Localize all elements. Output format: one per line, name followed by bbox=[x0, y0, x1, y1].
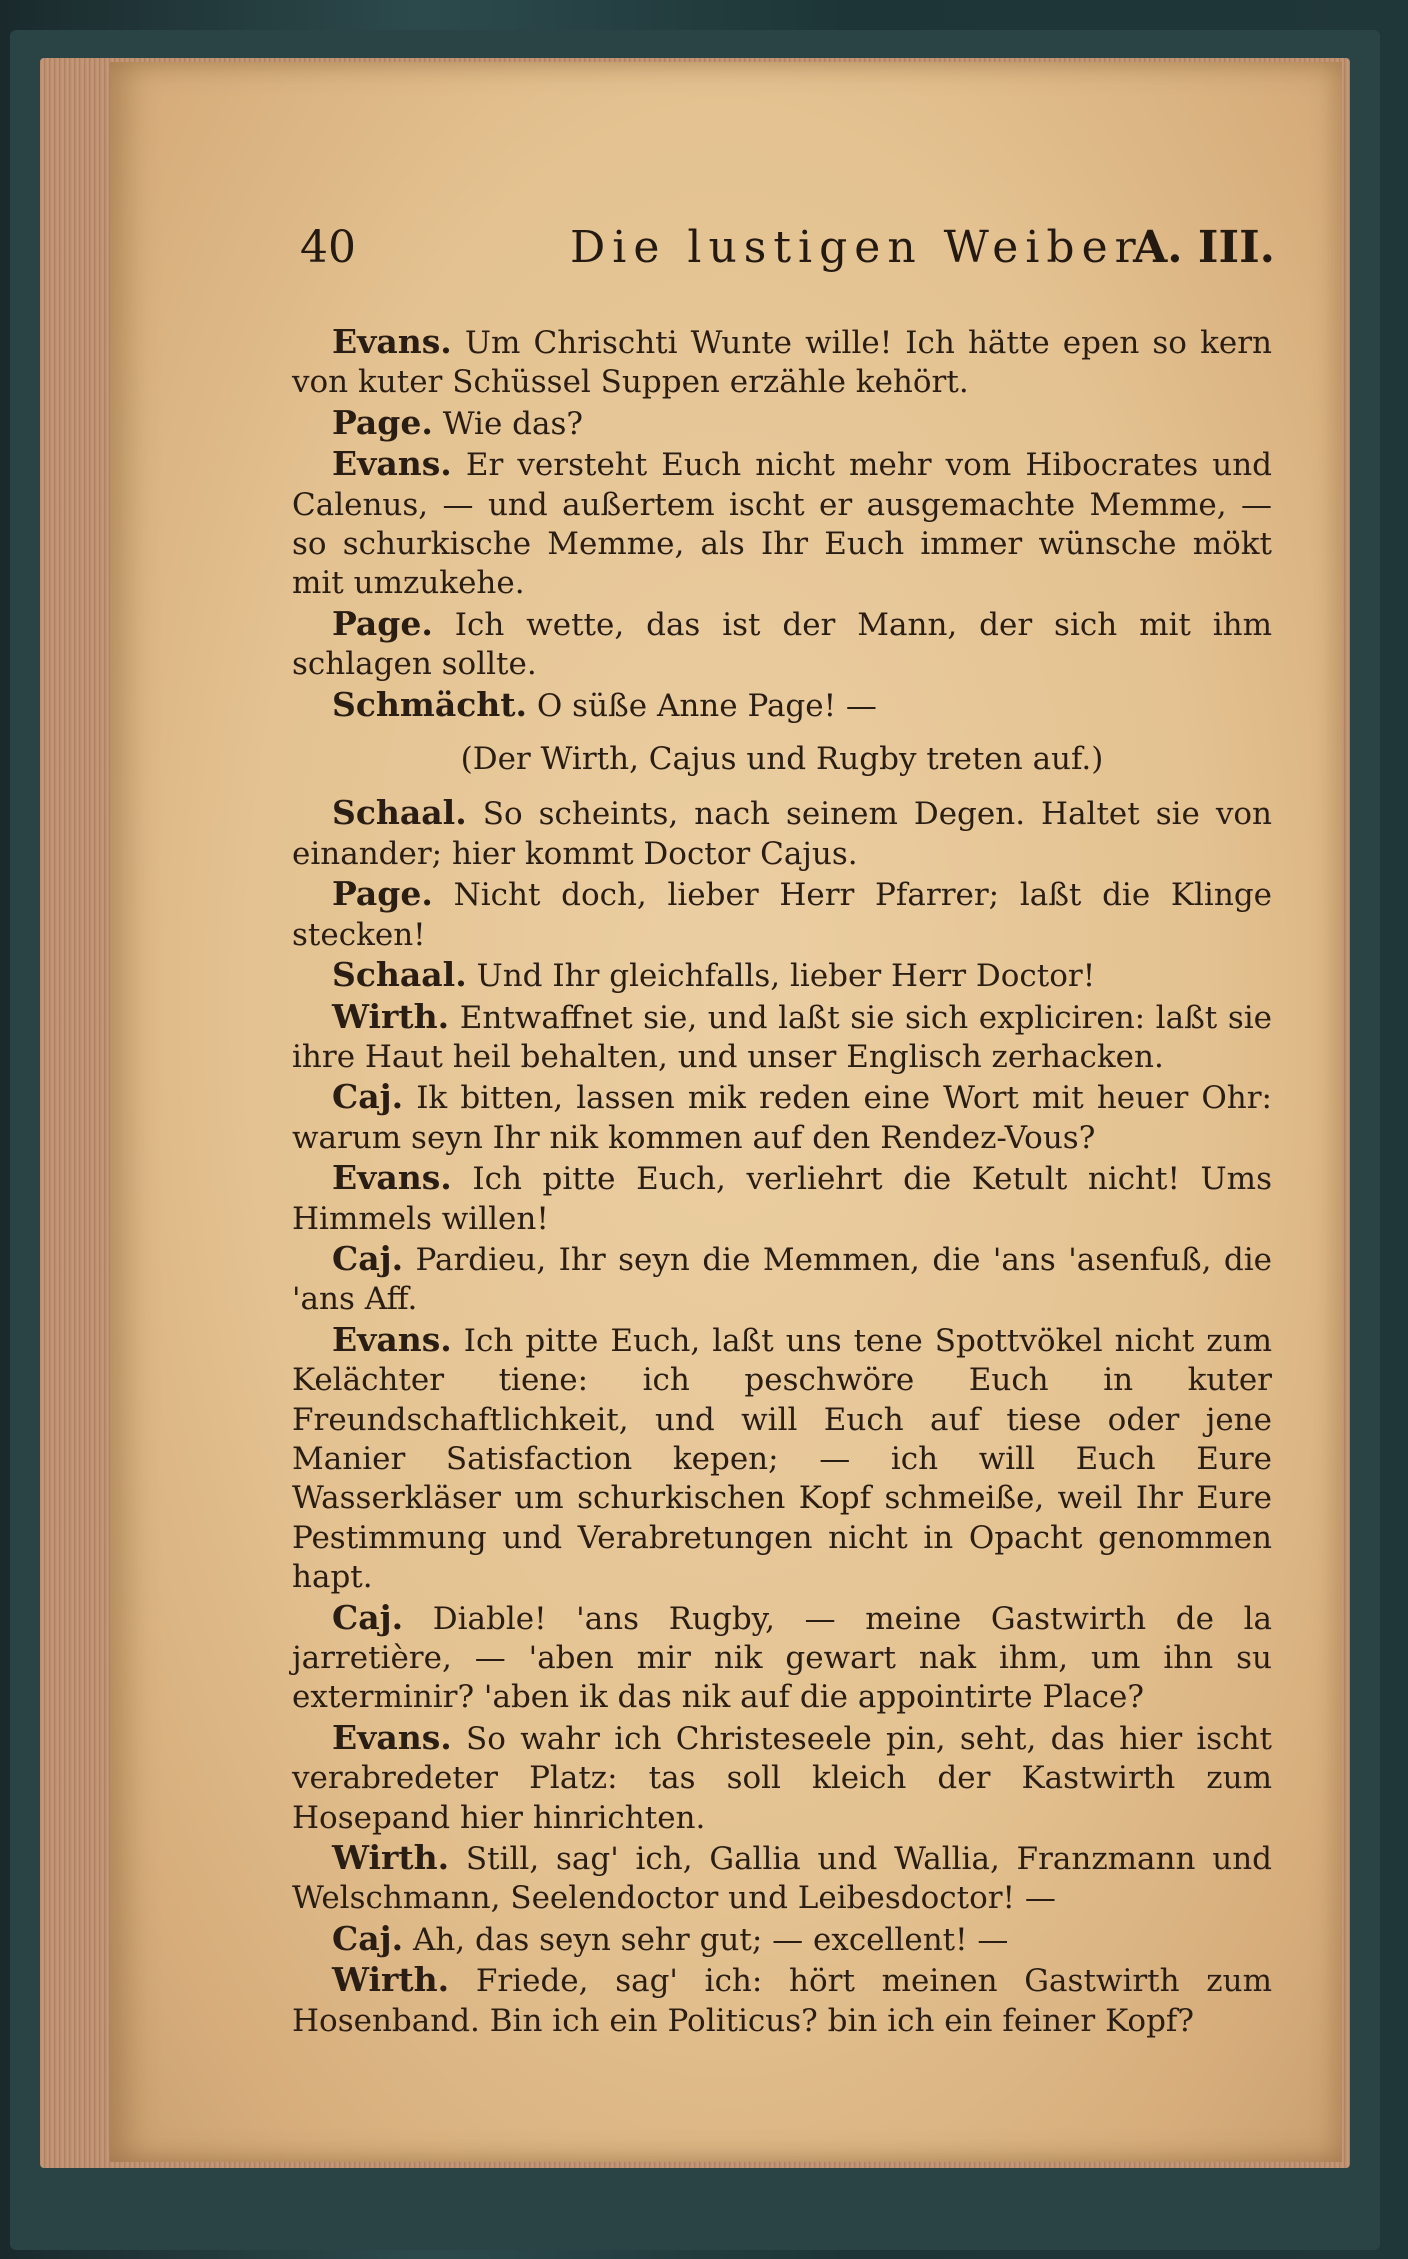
page-text bbox=[292, 322, 1272, 2041]
speech-text: Um Chrischti Wunte wille! Ich hätte epen so kern von kuter Schüssel Suppen erzähle kehört. bbox=[292, 325, 1272, 401]
speaker-name: Wirth. bbox=[332, 996, 450, 1036]
speech-text: Ik bitten, lassen mik reden eine Wort mit heuer Ohr: warum seyn Ihr nik kommen auf den Rendez-Vous? bbox=[292, 1080, 1272, 1156]
speaker-name: Page. bbox=[332, 402, 433, 442]
speaker-name: Evans. bbox=[332, 444, 452, 484]
speech bbox=[292, 685, 1272, 726]
speech-text: Ich pitte Euch, laßt uns tene Spottvökel nicht zum Kelächter tiene: ich peschwöre Euch in kuter Freundschaftlichkeit, und will Euch auf tiese oder jene Manier Satisfaction kepen; — ich will Euch Eure Wasserkläser um schurkischen Kopf schmeiße, weil Ihr Eure Pestimmung und Verabretungen nicht in Opacht genommen hapt. bbox=[292, 1322, 1272, 1596]
speaker-name: Page. bbox=[332, 603, 433, 643]
speaker-name: Schaal. bbox=[332, 793, 467, 833]
speech-text: Pardieu, Ihr seyn die Memmen, die 'ans 'asenfuß, die 'ans Aff. bbox=[292, 1241, 1272, 1318]
speech-text: Friede, sag' ich: hört meinen Gastwirth zum Hosenband. Bin ich ein Politicus? bin ich ein feiner Kopf? bbox=[292, 1963, 1272, 2039]
speaker-name: Evans. bbox=[332, 1158, 452, 1198]
speech bbox=[292, 997, 1272, 1078]
speaker-name: Evans. bbox=[332, 1319, 452, 1359]
speaker-name: Schaal. bbox=[332, 955, 467, 995]
speech bbox=[292, 874, 1272, 955]
stage-direction: (Der Wirth, Cajus und Rugby treten auf.) bbox=[460, 741, 1104, 778]
running-title: Die lustigen Weiber bbox=[570, 222, 1143, 273]
speech-text: O süße Anne Page! — bbox=[536, 687, 877, 724]
speech bbox=[292, 1598, 1272, 1718]
speech bbox=[292, 1320, 1272, 1598]
speaker-name: Wirth. bbox=[332, 1960, 450, 2000]
speech-text: Ich wette, das ist der Mann, der sich mit ihm schlagen sollte. bbox=[292, 606, 1272, 683]
speech-text: Er versteht Euch nicht mehr vom Hibocrates und Calenus, — und außertem ischt er ausgemachte Memme, — so schurkische Memme, als Ihr Euch immer wünsche mökt mit umzukehe. bbox=[292, 447, 1273, 602]
speech bbox=[292, 955, 1272, 996]
speech-text: Still, sag' ich, Gallia und Wallia, Franzmann und Welschmann, Seelendoctor und Leibesdoctor! — bbox=[292, 1841, 1272, 1917]
speech bbox=[292, 403, 1272, 444]
dialogue-block-2 bbox=[292, 793, 1272, 2041]
speech-text: So scheints, nach seinem Degen. Haltet sie von einander; hier kommt Doctor Cajus. bbox=[292, 796, 1272, 872]
speaker-name: Wirth. bbox=[332, 1838, 450, 1878]
speech bbox=[292, 1077, 1272, 1158]
speech-text: Und Ihr gleichfalls, lieber Herr Doctor! bbox=[476, 958, 1096, 995]
dialogue-block-1 bbox=[292, 322, 1272, 726]
page-number: 40 bbox=[300, 222, 356, 273]
speech-text: Ah, das seyn sehr gut; — excellent! — bbox=[412, 1921, 1009, 1958]
act-number: A. III. bbox=[1133, 222, 1275, 273]
speech-text: Nicht doch, lieber Herr Pfarrer; laßt die Klinge stecken! bbox=[292, 877, 1273, 953]
speaker-name: Caj. bbox=[332, 1597, 404, 1637]
speaker-name: Caj. bbox=[332, 1238, 404, 1278]
speaker-name: Evans. bbox=[332, 1717, 452, 1757]
speaker-name: Caj. bbox=[332, 1918, 404, 1958]
speaker-name: Page. bbox=[332, 874, 433, 914]
speech bbox=[292, 793, 1272, 874]
speaker-name: Evans. bbox=[332, 322, 452, 361]
running-header bbox=[300, 222, 1275, 282]
speech bbox=[292, 604, 1272, 685]
speaker-name: Schmächt. bbox=[332, 684, 528, 724]
speech bbox=[292, 444, 1272, 604]
speech-text: So wahr ich Christeseele pin, seht, das hier ischt verabredeter Platz: tas soll kleich der Kastwirth zum Hosepand hier hinrichten. bbox=[292, 1720, 1273, 1836]
speech bbox=[292, 1158, 1272, 1239]
speech bbox=[292, 1718, 1272, 1838]
speech-text: Entwaffnet sie, und laßt sie sich expliciren: laßt sie ihre Haut heil behalten, und unser Englisch zerhacken. bbox=[292, 999, 1272, 1075]
speaker-name: Caj. bbox=[332, 1077, 404, 1117]
speech bbox=[292, 1919, 1272, 1960]
speech-text: Ich pitte Euch, verliehrt die Ketult nicht! Ums Himmels willen! bbox=[292, 1161, 1272, 1237]
speech bbox=[292, 1239, 1272, 1320]
speech bbox=[292, 322, 1272, 403]
speech bbox=[292, 1960, 1272, 2041]
speech bbox=[292, 1838, 1272, 1919]
speech-text: Wie das? bbox=[442, 405, 584, 442]
speech-text: Diable! 'ans Rugby, — meine Gastwirth de la jarretière, — 'aben mir nik gewart nak ihm, um ihn su exterminir? 'aben ik das nik auf die appointirte Place? bbox=[292, 1600, 1272, 1716]
